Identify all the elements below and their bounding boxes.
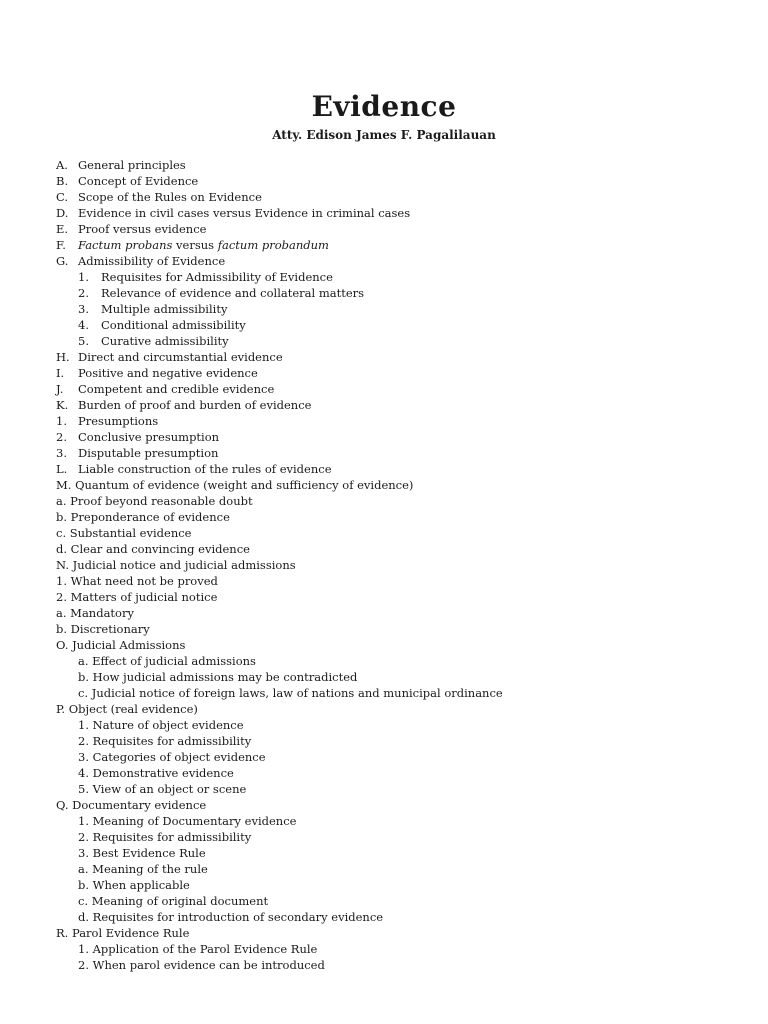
outline-text: Presumptions [78, 414, 159, 428]
outline-item [0, 797, 768, 813]
outline-text: a. Proof beyond reasonable doubt [56, 494, 253, 508]
outline-text: Disputable presumption [78, 446, 219, 460]
outline-text: Competent and credible evidence [78, 382, 275, 396]
outline-item [0, 381, 768, 397]
outline-marker: 2. [56, 430, 67, 444]
outline-item [0, 845, 768, 861]
outline-item [0, 253, 768, 269]
outline-text: a. Mandatory [56, 606, 134, 620]
outline-text: 2. Requisites for admissibility [78, 830, 252, 844]
outline-item [0, 461, 768, 477]
outline-item [0, 861, 768, 877]
outline-text: a. Meaning of the rule [78, 862, 208, 876]
outline-text: 3. Best Evidence Rule [78, 846, 206, 860]
outline-item [0, 477, 768, 493]
outline-text: R. Parol Evidence Rule [56, 926, 190, 940]
outline-marker: L. [56, 462, 68, 476]
outline-text: 5. View of an object or scene [78, 782, 247, 796]
outline-item [0, 717, 768, 733]
outline-list [0, 157, 768, 973]
outline-text: b. Discretionary [56, 622, 150, 636]
outline-text: Curative admissibility [101, 334, 229, 348]
outline-item [0, 237, 768, 253]
outline-item [0, 925, 768, 941]
outline-item [0, 221, 768, 237]
outline-text: O. Judicial Admissions [56, 638, 186, 652]
outline-text: c. Judicial notice of foreign laws, law of nations and municipal ordinance [78, 686, 503, 700]
outline-text: c. Substantial evidence [56, 526, 192, 540]
outline-marker: 3. [78, 302, 89, 316]
outline-text: b. How judicial admissions may be contradicted [78, 670, 358, 684]
outline-marker: E. [56, 222, 69, 236]
outline-text: Proof versus evidence [78, 222, 207, 236]
outline-item [0, 685, 768, 701]
outline-marker: J. [56, 382, 64, 396]
outline-marker: I. [56, 366, 65, 380]
outline-item [0, 173, 768, 189]
outline-item [0, 701, 768, 717]
outline-text: 1. Nature of object evidence [78, 718, 244, 732]
outline-item [0, 653, 768, 669]
outline-item [0, 557, 768, 573]
outline-text: Burden of proof and burden of evidence [78, 398, 312, 412]
outline-marker: B. [56, 174, 69, 188]
outline-item [0, 525, 768, 541]
outline-item [0, 349, 768, 365]
outline-text: N. Judicial notice and judicial admissions [56, 558, 296, 572]
outline-text: Evidence in civil cases versus Evidence in criminal cases [78, 206, 411, 220]
outline-item [0, 781, 768, 797]
outline-item [0, 301, 768, 317]
outline-text: 1. Meaning of Documentary evidence [78, 814, 297, 828]
outline-item [0, 957, 768, 973]
outline-marker: D. [56, 206, 69, 220]
outline-item [0, 413, 768, 429]
outline-marker: 3. [56, 446, 67, 460]
outline-text: Conditional admissibility [101, 318, 246, 332]
outline-item [0, 333, 768, 349]
outline-item [0, 941, 768, 957]
outline-item [0, 909, 768, 925]
outline-item [0, 397, 768, 413]
outline-item [0, 445, 768, 461]
outline-text: 1. What need not be proved [56, 574, 218, 588]
outline-marker: K. [56, 398, 69, 412]
outline-text: Positive and negative evidence [78, 366, 258, 380]
outline-marker: H. [56, 350, 70, 364]
outline-text: b. Preponderance of evidence [56, 510, 230, 524]
outline-text [78, 237, 329, 253]
outline-text: Concept of Evidence [78, 174, 199, 188]
outline-item [0, 765, 768, 781]
outline-text: a. Effect of judicial admissions [78, 654, 256, 668]
outline-item [0, 509, 768, 525]
outline-item [0, 365, 768, 381]
outline-text-part: factum probandum [217, 238, 329, 252]
outline-text: 2. When parol evidence can be introduced [78, 958, 325, 972]
outline-marker: 1. [78, 270, 89, 284]
outline-item [0, 621, 768, 637]
outline-item [0, 877, 768, 893]
outline-text: 1. Application of the Parol Evidence Rule [78, 942, 318, 956]
outline-text: Admissibility of Evidence [78, 254, 226, 268]
outline-text: General principles [78, 158, 186, 172]
outline-marker: A. [56, 158, 68, 172]
outline-item [0, 541, 768, 557]
outline-item [0, 829, 768, 845]
outline-item [0, 317, 768, 333]
outline-item [0, 637, 768, 653]
document-author: Atty. Edison James F. Pagalilauan [272, 128, 496, 142]
outline-text: Conclusive presumption [78, 430, 220, 444]
outline-text: b. When applicable [78, 878, 190, 892]
outline-text: Liable construction of the rules of evidence [78, 462, 332, 476]
outline-text: P. Object (real evidence) [56, 702, 198, 716]
outline-item [0, 157, 768, 173]
outline-marker: 1. [56, 414, 67, 428]
outline-item [0, 269, 768, 285]
outline-text: Q. Documentary evidence [56, 798, 207, 812]
outline-item [0, 285, 768, 301]
outline-text: Scope of the Rules on Evidence [78, 190, 262, 204]
outline-text: 2. Matters of judicial notice [56, 590, 218, 604]
outline-item [0, 589, 768, 605]
outline-marker: 4. [78, 318, 89, 332]
outline-text: 2. Requisites for admissibility [78, 734, 252, 748]
outline-text: Requisites for Admissibility of Evidence [101, 270, 333, 284]
outline-marker: G. [56, 254, 69, 268]
outline-text: Multiple admissibility [101, 302, 228, 316]
outline-item [0, 749, 768, 765]
outline-marker: C. [56, 190, 69, 204]
outline-item [0, 813, 768, 829]
outline-text: M. Quantum of evidence (weight and sufficiency of evidence) [56, 478, 414, 492]
outline-item [0, 189, 768, 205]
outline-marker: 2. [78, 286, 89, 300]
outline-item [0, 205, 768, 221]
document-title: Evidence [311, 90, 457, 123]
outline-marker: F. [56, 238, 66, 252]
outline-text: 3. Categories of object evidence [78, 750, 266, 764]
outline-text: Direct and circumstantial evidence [78, 350, 283, 364]
outline-text: c. Meaning of original document [78, 894, 269, 908]
outline-item [0, 605, 768, 621]
outline-text-part: versus [172, 238, 218, 252]
outline-item [0, 429, 768, 445]
outline-item [0, 493, 768, 509]
outline-marker: 5. [78, 334, 89, 348]
outline-item [0, 893, 768, 909]
outline-item [0, 733, 768, 749]
outline-text: d. Clear and convincing evidence [56, 542, 250, 556]
outline-text: Relevance of evidence and collateral matters [101, 286, 365, 300]
outline-item [0, 669, 768, 685]
outline-text: 4. Demonstrative evidence [78, 766, 234, 780]
outline-item [0, 573, 768, 589]
outline-text: d. Requisites for introduction of secondary evidence [78, 910, 384, 924]
outline-text-part: Factum probans [78, 238, 173, 252]
